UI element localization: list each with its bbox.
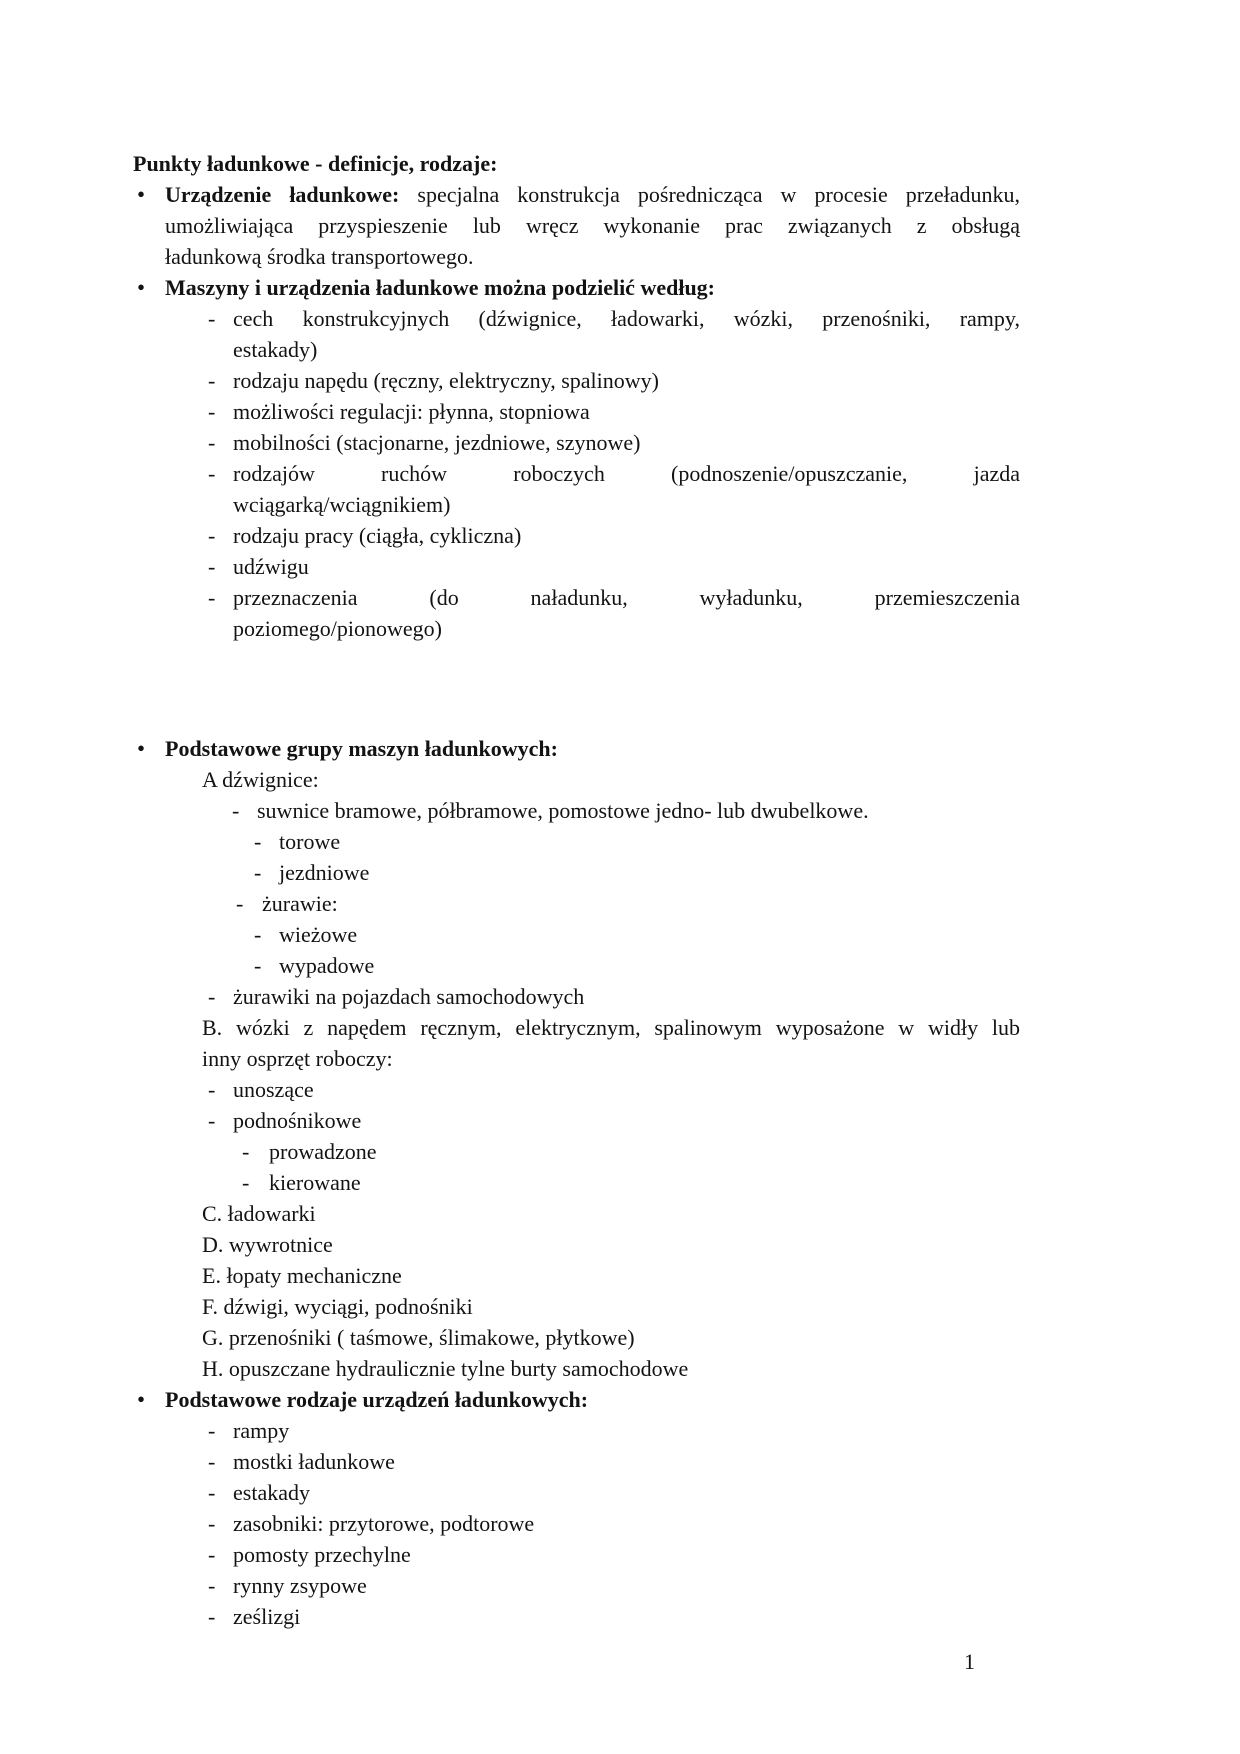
line-text xyxy=(202,1198,1020,1229)
text-row: żurawiki na pojazdach samochodowych xyxy=(233,984,585,1009)
dash-icon: - xyxy=(208,1449,216,1474)
dash-icon: - xyxy=(208,1418,216,1443)
dash-icon: - xyxy=(208,1511,216,1536)
bold-lead: Maszyny i urządzenia ładunkowe można podzielić według: xyxy=(165,275,716,300)
dash-item xyxy=(133,1601,1020,1632)
line-text xyxy=(269,1136,1020,1167)
dash-item xyxy=(133,1167,1020,1198)
dash-icon: - xyxy=(208,1573,216,1598)
dash-item xyxy=(133,1508,1020,1539)
line-text xyxy=(165,733,1020,764)
vertical-spacer xyxy=(133,644,1020,733)
dash-item xyxy=(133,1446,1020,1477)
dash-item xyxy=(133,981,1020,1012)
dash-icon: - xyxy=(208,306,216,331)
line-text xyxy=(233,1446,1020,1477)
dash-item xyxy=(133,1415,1020,1446)
text-row: rynny zsypowe xyxy=(233,1573,367,1598)
text-row: pomosty przechylne xyxy=(233,1542,411,1567)
line-text xyxy=(233,1074,1020,1105)
document-blocks xyxy=(133,179,1020,1632)
document-content xyxy=(133,148,1020,1632)
dash-item xyxy=(133,1477,1020,1508)
dash-item xyxy=(133,826,1020,857)
line-text xyxy=(233,1601,1020,1632)
text-row: Urządzenie ładunkowe: specjalna konstrukcja pośrednicząca w procesie przeładunku, xyxy=(165,182,1020,207)
dash-icon: - xyxy=(254,953,262,978)
text-line xyxy=(133,1260,1020,1291)
dash-item xyxy=(133,795,1020,826)
line-text xyxy=(269,1167,1020,1198)
dash-item xyxy=(133,520,1020,551)
text-line xyxy=(133,764,1020,795)
dash-item xyxy=(133,551,1020,582)
line-text xyxy=(233,1415,1020,1446)
text-row: jezdniowe xyxy=(279,860,370,885)
line-text xyxy=(257,795,1020,826)
text-row: unoszące xyxy=(233,1077,314,1102)
bullet-item xyxy=(133,1384,1020,1415)
dash-item xyxy=(133,919,1020,950)
line-text xyxy=(233,365,1020,396)
line-text xyxy=(233,1539,1020,1570)
text-row xyxy=(165,1384,1020,1415)
dash-icon: - xyxy=(254,829,262,854)
text-row xyxy=(165,733,1020,764)
text-line xyxy=(133,1322,1020,1353)
text-row: rodzaju pracy (ciągła, cykliczna) xyxy=(233,523,522,548)
text-row: zasobniki: przytorowe, podtorowe xyxy=(233,1511,535,1536)
text-row: ładunkową środka transportowego. xyxy=(165,244,474,269)
line-text xyxy=(279,857,1020,888)
text-row: wciągarką/wciągnikiem) xyxy=(233,492,451,517)
text-row: mobilności (stacjonarne, jezdniowe, szynowe) xyxy=(233,430,641,455)
dash-icon: - xyxy=(254,922,262,947)
bold-lead: Podstawowe rodzaje urządzeń ładunkowych: xyxy=(165,1387,589,1412)
bullet-icon: • xyxy=(137,275,146,300)
bold-lead: Urządzenie ładunkowe: xyxy=(165,182,400,207)
text-row: estakady) xyxy=(233,337,318,362)
dash-icon: - xyxy=(208,1108,216,1133)
dash-icon: - xyxy=(242,1139,250,1164)
dash-item xyxy=(133,303,1020,365)
text-line xyxy=(133,1291,1020,1322)
line-text xyxy=(202,1229,1020,1260)
text-row: ześlizgi xyxy=(233,1604,301,1629)
line-text xyxy=(233,396,1020,427)
text-row: A dźwignice: xyxy=(202,767,319,792)
text-row: cech konstrukcyjnych (dźwignice, ładowarki, wózki, przenośniki, rampy, xyxy=(233,306,1020,331)
dash-icon: - xyxy=(208,1077,216,1102)
text-row: umożliwiająca przyspieszenie lub wręcz wykonanie prac związanych z obsługą xyxy=(165,213,1020,238)
dash-item xyxy=(133,1570,1020,1601)
text-row: żurawie: xyxy=(262,891,338,916)
text-row: torowe xyxy=(279,829,341,854)
line-text xyxy=(233,520,1020,551)
page-title: Punkty ładunkowe - definicje, rodzaje: xyxy=(133,151,498,176)
text-row xyxy=(165,272,1020,303)
line-text xyxy=(233,981,1020,1012)
dash-icon: - xyxy=(232,798,240,823)
line-text xyxy=(233,1105,1020,1136)
bullet-icon: • xyxy=(137,736,146,761)
text-row: B. wózki z napędem ręcznym, elektrycznym, spalinowym wyposażone w widły lub xyxy=(202,1015,1020,1040)
line-text xyxy=(279,919,1020,950)
dash-item xyxy=(133,427,1020,458)
text-row: suwnice bramowe, półbramowe, pomostowe jedno- lub dwubelkowe. xyxy=(257,798,869,823)
dash-icon: - xyxy=(208,430,216,455)
text-row: kierowane xyxy=(269,1170,361,1195)
line-text xyxy=(279,950,1020,981)
line-text xyxy=(233,303,1020,365)
text-row: wieżowe xyxy=(279,922,358,947)
dash-icon: - xyxy=(208,554,216,579)
text-line xyxy=(133,1198,1020,1229)
dash-item xyxy=(133,396,1020,427)
line-text xyxy=(202,1012,1020,1074)
text-row: C. ładowarki xyxy=(202,1201,316,1226)
line-text xyxy=(233,1477,1020,1508)
dash-icon: - xyxy=(208,1480,216,1505)
dash-item xyxy=(133,1105,1020,1136)
text-row: podnośnikowe xyxy=(233,1108,362,1133)
line-text xyxy=(165,179,1020,272)
dash-item xyxy=(133,950,1020,981)
dash-item xyxy=(133,1539,1020,1570)
text-row: udźwigu xyxy=(233,554,309,579)
bullet-item xyxy=(133,272,1020,303)
dash-icon: - xyxy=(242,1170,250,1195)
dash-item xyxy=(133,1136,1020,1167)
bullet-item xyxy=(133,733,1020,764)
line-text xyxy=(262,888,1020,919)
text-row: wypadowe xyxy=(279,953,375,978)
dash-icon: - xyxy=(208,585,216,610)
text-row: estakady xyxy=(233,1480,310,1505)
page-number: 1 xyxy=(964,1649,975,1674)
text-row: przeznaczenia (do naładunku, wyładunku, przemieszczenia xyxy=(233,585,1020,610)
line-text xyxy=(233,427,1020,458)
text-row: prowadzone xyxy=(269,1139,377,1164)
text-row: rodzaju napędu (ręczny, elektryczny, spalinowy) xyxy=(233,368,659,393)
line-text xyxy=(202,1291,1020,1322)
dash-icon: - xyxy=(254,860,262,885)
dash-icon: - xyxy=(208,368,216,393)
text-row: możliwości regulacji: płynna, stopniowa xyxy=(233,399,590,424)
line-text xyxy=(233,1508,1020,1539)
dash-item xyxy=(133,888,1020,919)
dash-icon: - xyxy=(208,1604,216,1629)
text-row: poziomego/pionowego) xyxy=(233,616,442,641)
line-text xyxy=(202,1322,1020,1353)
line-text xyxy=(202,1260,1020,1291)
text-row: H. opuszczane hydraulicznie tylne burty samochodowe xyxy=(202,1356,689,1381)
dash-item xyxy=(133,582,1020,644)
line-text xyxy=(233,582,1020,644)
line-text xyxy=(165,1384,1020,1415)
dash-item xyxy=(133,365,1020,396)
line-text xyxy=(202,1353,1020,1384)
dash-icon: - xyxy=(208,1542,216,1567)
bullet-icon: • xyxy=(137,1387,146,1412)
text-row: inny osprzęt roboczy: xyxy=(202,1046,393,1071)
bullet-item xyxy=(133,179,1020,272)
line-text xyxy=(279,826,1020,857)
text-row: D. wywrotnice xyxy=(202,1232,333,1257)
line-text xyxy=(233,458,1020,520)
line-text xyxy=(233,551,1020,582)
text-row: mostki ładunkowe xyxy=(233,1449,395,1474)
dash-icon: - xyxy=(208,399,216,424)
line-text xyxy=(233,1570,1020,1601)
dash-item xyxy=(133,1074,1020,1105)
text-line xyxy=(133,1229,1020,1260)
bold-lead: Podstawowe grupy maszyn ładunkowych: xyxy=(165,736,558,761)
dash-icon: - xyxy=(208,523,216,548)
line-text xyxy=(202,764,1020,795)
bullet-icon: • xyxy=(137,182,146,207)
text-row: rampy xyxy=(233,1418,290,1443)
dash-icon: - xyxy=(208,984,216,1009)
dash-item xyxy=(133,458,1020,520)
text-row: rodzajów ruchów roboczych (podnoszenie/opuszczanie, jazda xyxy=(233,461,1020,486)
text-line xyxy=(133,1353,1020,1384)
text-row: G. przenośniki ( taśmowe, ślimakowe, płytkowe) xyxy=(202,1325,635,1350)
text-line xyxy=(133,1012,1020,1074)
text-row: E. łopaty mechaniczne xyxy=(202,1263,402,1288)
dash-icon: - xyxy=(236,891,244,916)
dash-item xyxy=(133,857,1020,888)
line-text xyxy=(165,272,1020,303)
text-row: F. dźwigi, wyciągi, podnośniki xyxy=(202,1294,473,1319)
dash-icon: - xyxy=(208,461,216,486)
